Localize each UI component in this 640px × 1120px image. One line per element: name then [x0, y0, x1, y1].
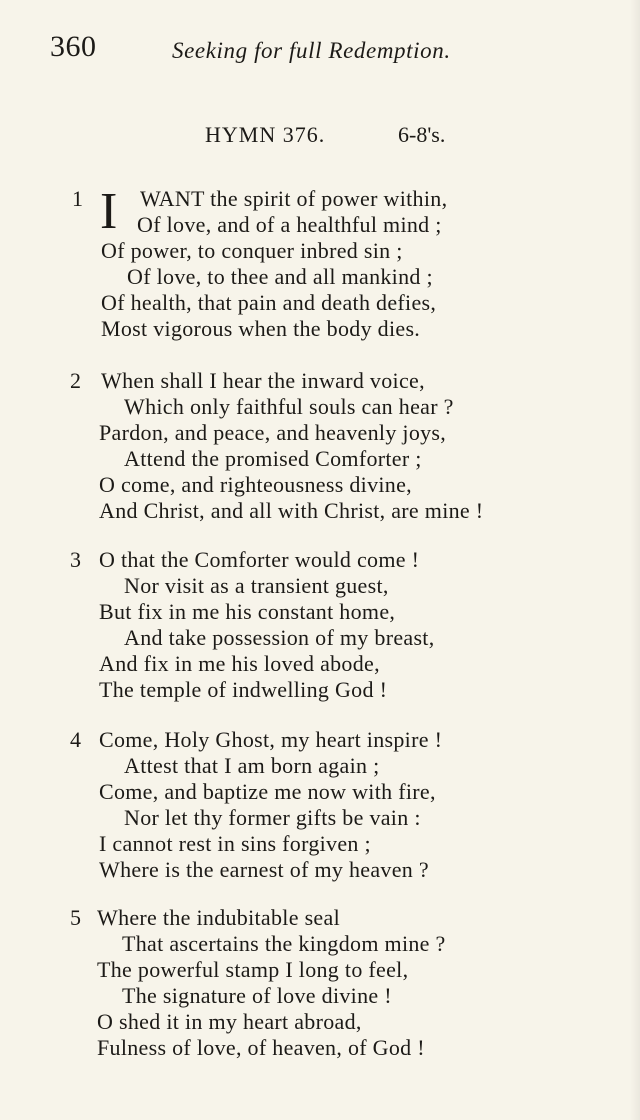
verse-line: Of love, to thee and all mankind ; — [127, 264, 433, 289]
verse-line: The powerful stamp I long to feel, — [97, 957, 409, 982]
verse-line: Come, and baptize me now with fire, — [99, 779, 436, 804]
verse-line: Nor visit as a transient guest, — [124, 573, 389, 598]
running-title: Seeking for full Redemption. — [172, 38, 451, 63]
stanza-number: 1 — [72, 186, 83, 211]
verse-line: Attest that I am born again ; — [124, 753, 380, 778]
verse-line: Pardon, and peace, and heavenly joys, — [99, 420, 447, 445]
drop-cap: I — [100, 183, 118, 240]
page-edge-shadow — [630, 0, 640, 1120]
verse-line: O shed it in my heart abroad, — [97, 1009, 362, 1034]
verse-line: Fulness of love, of heaven, of God ! — [97, 1035, 425, 1060]
verse-line: Come, Holy Ghost, my heart inspire ! — [99, 727, 443, 752]
verse-line: And fix in me his loved abode, — [99, 651, 380, 676]
verse-line: And Christ, and all with Christ, are mine ! — [99, 498, 484, 523]
verse-line: Most vigorous when the body dies. — [101, 316, 421, 341]
page-number: 360 — [50, 30, 97, 63]
hymn-title: HYMN 376. — [205, 122, 326, 147]
verse-line: Of power, to conquer inbred sin ; — [101, 238, 403, 263]
stanza-number: 4 — [70, 727, 81, 752]
verse-line: I cannot rest in sins forgiven ; — [99, 831, 371, 856]
verse-line: The signature of love divine ! — [122, 983, 392, 1008]
verse-line: Which only faithful souls can hear ? — [124, 394, 454, 419]
stanza-number: 5 — [70, 905, 81, 930]
verse-line: O that the Comforter would come ! — [99, 547, 420, 572]
verse-line: Where is the earnest of my heaven ? — [99, 857, 429, 882]
verse-line: Of health, that pain and death defies, — [101, 290, 437, 315]
hymn-meter: 6-8's. — [398, 122, 446, 147]
verse-line: Where the indubitable seal — [97, 905, 340, 930]
verse-line: And take possession of my breast, — [124, 625, 435, 650]
verse-line: Attend the promised Comforter ; — [124, 446, 422, 471]
verse-line: That ascertains the kingdom mine ? — [122, 931, 446, 956]
verse-line: Nor let thy former gifts be vain : — [124, 805, 421, 830]
stanza-number: 3 — [70, 547, 81, 572]
verse-line: But fix in me his constant home, — [99, 599, 396, 624]
verse-line: WANT the spirit of power within, — [140, 186, 448, 211]
stanza-number: 2 — [70, 368, 81, 393]
verse-line: The temple of indwelling God ! — [99, 677, 388, 702]
verse-line: Of love, and of a healthful mind ; — [137, 212, 442, 237]
verse-line: O come, and righteousness divine, — [99, 472, 412, 497]
verse-line: When shall I hear the inward voice, — [101, 368, 425, 393]
